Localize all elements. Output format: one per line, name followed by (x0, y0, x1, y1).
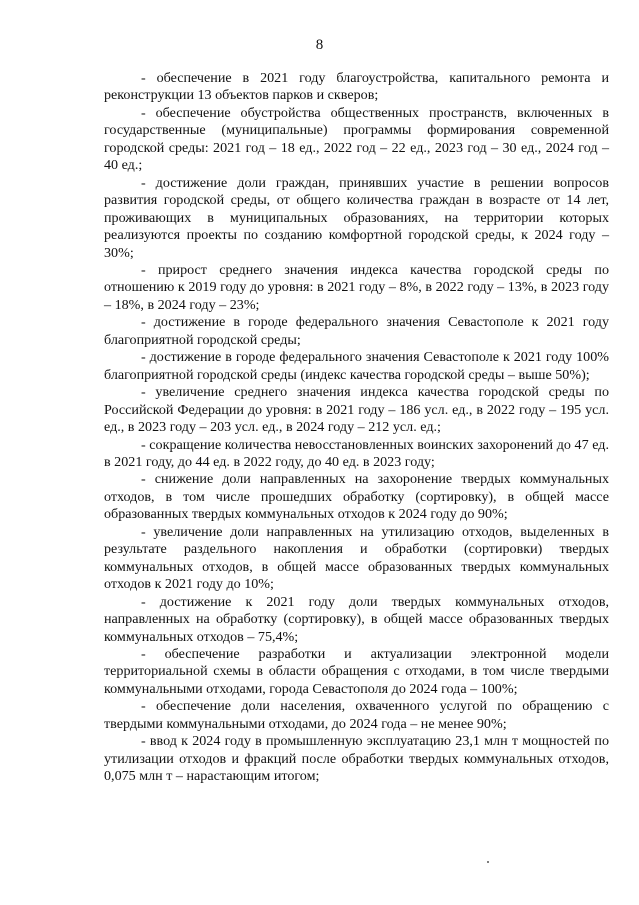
paragraph: - обеспечение разработки и актуализации электронной модели территориальной схемы в области обращения с отходами, в том числе твердыми коммунальными отходами, города Севастополя до 2024 года – 100%; (104, 645, 609, 697)
paragraph: - достижение в городе федерального значения Севастополе к 2021 году благоприятной городской среды; (104, 314, 609, 348)
scan-dot (487, 861, 489, 863)
paragraph: - обеспечение обустройства общественных пространств, включенных в государственные (муниципальные) программы формирования современной городской среды: 2021 год – 18 ед., 2022 год – 22 ед., 2023 год – 30 ед., 2024 год – 40 ед.; (104, 104, 609, 174)
paragraph: - обеспечение доли населения, охваченного услугой по обращению с твердыми коммунальными отходами, до 2024 года – не менее 90%; (104, 698, 609, 732)
paragraph: - достижение к 2021 году доли твердых коммунальных отходов, направленных на обработку (сортировку), в общей массе образованных твердых коммунальных отходов – 75,4%; (104, 593, 609, 645)
document-body (104, 70, 609, 786)
paragraph: - достижение доли граждан, принявших участие в решении вопросов развития городской среды, от общего количества граждан в возрасте от 14 лет, проживающих в муниципальных образованиях, на территории которых реализуются проекты по созданию комфортной городской среды, к 2024 году – 30%; (104, 174, 609, 261)
paragraph: - прирост среднего значения индекса качества городской среды по отношению к 2019 году до уровня: в 2021 году – 8%, в 2022 году – 13%, в 2023 году – 18%, в 2024 году – 23%; (104, 261, 609, 313)
paragraph: - достижение в городе федерального значения Севастополе к 2021 году 100% благоприятной городской среды (индекс качества городской среды – выше 50%); (104, 349, 609, 383)
page-number: 8 (315, 37, 324, 53)
paragraph: - ввод к 2024 году в промышленную эксплуатацию 23,1 млн т мощностей по утилизации отходов и фракций после обработки твердых коммунальных отходов, 0,075 млн т – нарастающим итогом; (104, 733, 609, 785)
paragraph: - увеличение среднего значения индекса качества городской среды по Российской Федерации до уровня: в 2021 году – 186 усл. ед., в 2022 году – 195 усл. ед., в 2023 году – 203 усл. ед., в 2024 году – 212 усл. ед.; (104, 384, 609, 436)
paragraph: - снижение доли направленных на захоронение твердых коммунальных отходов, в том числе прошедших обработку (сортировку), в общей массе образованных твердых коммунальных отходов к 2024 году до 90%; (104, 471, 609, 523)
paragraph: - увеличение доли направленных на утилизацию отходов, выделенных в результате раздельного накопления и обработки (сортировки) твердых коммунальных отходов, в общей массе образованных твердых коммунальных отходов к 2021 году до 10%; (104, 523, 609, 593)
paragraph: - обеспечение в 2021 году благоустройства, капитального ремонта и реконструкции 13 объектов парков и скверов; (104, 70, 609, 104)
paragraph: - сокращение количества невосстановленных воинских захоронений до 47 ед. в 2021 году, до 44 ед. в 2022 году, до 40 ед. в 2023 году; (104, 436, 609, 470)
